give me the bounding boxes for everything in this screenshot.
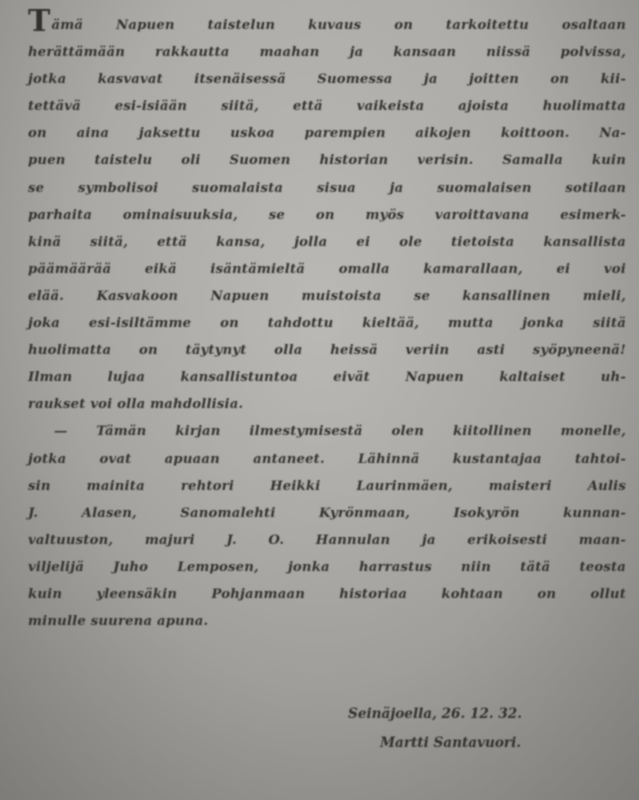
text-line: parhaita ominaisuuksia, se on myös varoittavana esimerk- <box>28 207 626 223</box>
signature-name: Martti Santavuori. <box>380 735 521 751</box>
text-line: J. Alasen, Sanomalehti Kyrönmaan, Isokyrön kunnan- <box>28 505 626 521</box>
text-line: huolimatta on täytynyt olla heissä veriin asti syöpyneenä! <box>28 343 626 359</box>
text-line: raukset voi olla mahdollisia. <box>28 397 244 413</box>
text-line: puen taistelu oli Suomen historian verisin. Samalla kuin <box>28 153 626 169</box>
text-line: päämäärää eikä isäntämieltä omalla kamarallaan, ei voi <box>28 261 626 277</box>
text-line: herättämään rakkautta maahan ja kansaan niissä polvissa, <box>28 45 626 61</box>
text-line: Tämä Napuen taistelun kuvaus on tarkoitettu osaltaan <box>28 4 626 39</box>
text-line: minulle suurena apuna. <box>28 614 209 630</box>
text-line: se symbolisoi suomalaista sisua ja suomalaisen sotilaan <box>28 180 626 196</box>
text-line: jotka kasvavat itsenäisessä Suomessa ja joitten on kii- <box>28 72 626 88</box>
text-line: elää. Kasvakoon Napuen muistoista se kansallinen mieli, <box>28 288 626 304</box>
text-line: valtuuston, majuri J. O. Hannulan ja erikoisesti maan- <box>28 532 626 548</box>
text-block <box>28 4 626 635</box>
text-line: kinä siitä, että kansa, jolla ei ole tietoista kansallista <box>28 234 626 250</box>
text-line: on aina jaksettu uskoa parempien aikojen koittoon. Na- <box>28 126 626 142</box>
text-line: viljelijä Juho Lemposen, jonka harrastus niin tätä teosta <box>28 559 626 575</box>
drop-cap: T <box>28 4 51 39</box>
signature-place-date: Seinäjoella, 26. 12. 32. <box>348 706 522 722</box>
text-line: jotka ovat apuaan antaneet. Lähinnä kustantajaa tahtoi- <box>28 451 626 467</box>
text-line: sin mainita rehtori Heikki Laurinmäen, maisteri Aulis <box>28 478 626 494</box>
text-line: Ilman lujaa kansallistuntoa eivät Napuen kaltaiset uh- <box>28 370 626 386</box>
text-line: tettävä esi-isiään siitä, että vaikeista ajoista huolimatta <box>28 99 626 115</box>
text-line: — Tämän kirjan ilmestymisestä olen kiitollinen monelle, <box>54 424 626 440</box>
text-line: joka esi-isiltämme on tahdottu kieltää, mutta jonka siitä <box>28 316 626 332</box>
text-line: kuin yleensäkin Pohjanmaan historiaa kohtaan on ollut <box>28 586 626 602</box>
